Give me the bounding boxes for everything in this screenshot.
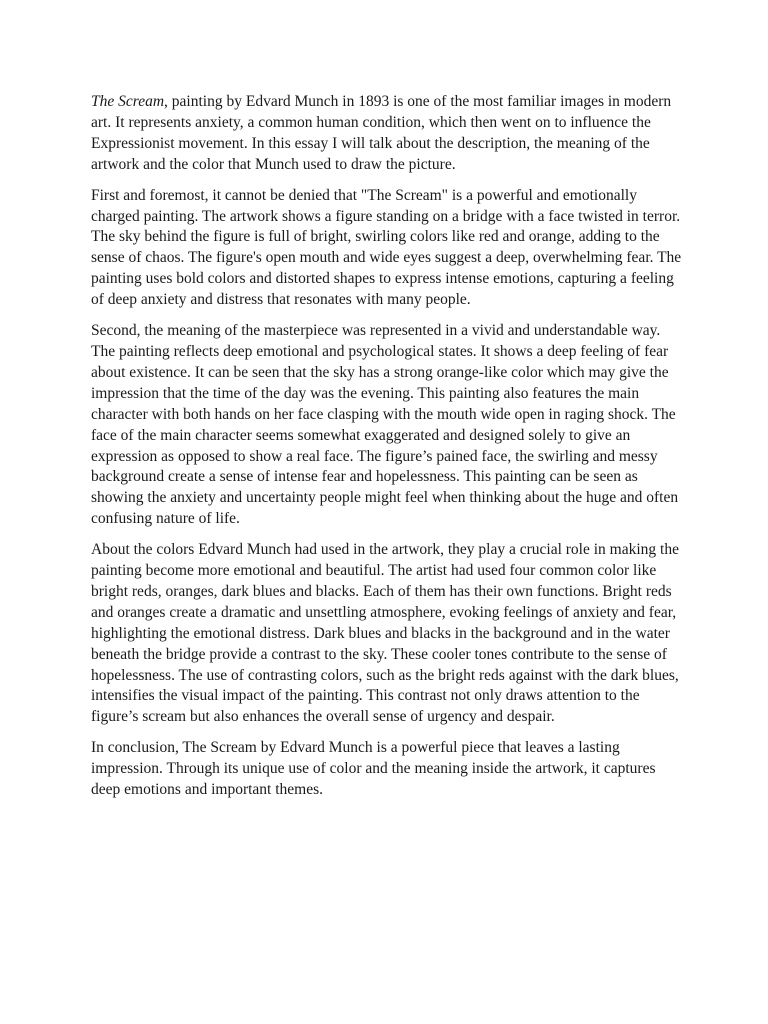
introduction-text: , painting by Edvard Munch in 1893 is one of the most familiar images in modern art. It represents anxiety, a common human condition, which then went on to influence the Expressionist movement. In this essay I will talk about the description, the meaning of the artwork and the color that Munch used to draw the picture. [91, 93, 672, 173]
paragraph-colors: About the colors Edvard Munch had used in the artwork, they play a crucial role in making the painting become more emotional and beautiful. The artist had used four common color like bright reds, oranges, dark blues and blacks. Each of them has their own functions. Bright reds and oranges create a dramatic and unsettling atmosphere, evoking feelings of anxiety and fear, highlighting the emotional distress. Dark blues and blacks in the background and in the water beneath the bridge provide a contrast to the sky. These cooler tones contribute to the sense of hopelessness. The use of contrasting colors, such as the bright reds against with the dark blues, intensifies the visual impact of the painting. This contrast not only draws attention to the figure’s scream but also enhances the overall sense of urgency and despair. [91, 541, 679, 726]
paragraph-description: First and foremost, it cannot be denied that "The Scream" is a powerful and emotionally charged painting. The artwork shows a figure standing on a bridge with a face twisted in terror. The sky behind the figure is full of bright, swirling colors like red and orange, adding to the sense of chaos. The figure's open mouth and wide eyes suggest a deep, overwhelming fear. The painting uses bold colors and distorted shapes to express intense emotions, capturing a feeling of deep anxiety and distress that resonates with many people. [91, 186, 682, 309]
paragraph-meaning: Second, the meaning of the masterpiece was represented in a vivid and understandable way. The painting reflects deep emotional and psychological states. It shows a deep feeling of fear about existence. It can be seen that the sky has a strong orange-like color which may give the impression that the time of the day was the evening. This painting also features the main character with both hands on her face clasping with the mouth wide open in raging shock. The face of the main character seems somewhat exaggerated and designed solely to give an expression as opposed to show a real face. The figure’s pained face, the swirling and messy background create a sense of intense fear and hopelessness. This painting can be seen as showing the anxiety and uncertainty people might feel when thinking about the huge and often confusing nature of life. [91, 322, 679, 528]
paragraph-introduction [91, 92, 683, 176]
paragraph-conclusion: In conclusion, The Scream by Edvard Munch is a powerful piece that leaves a lasting impression. Through its unique use of color and the meaning inside the artwork, it captures deep emotions and important themes. [91, 739, 656, 799]
essay-body [91, 92, 683, 811]
painting-title: The Scream [91, 93, 165, 110]
